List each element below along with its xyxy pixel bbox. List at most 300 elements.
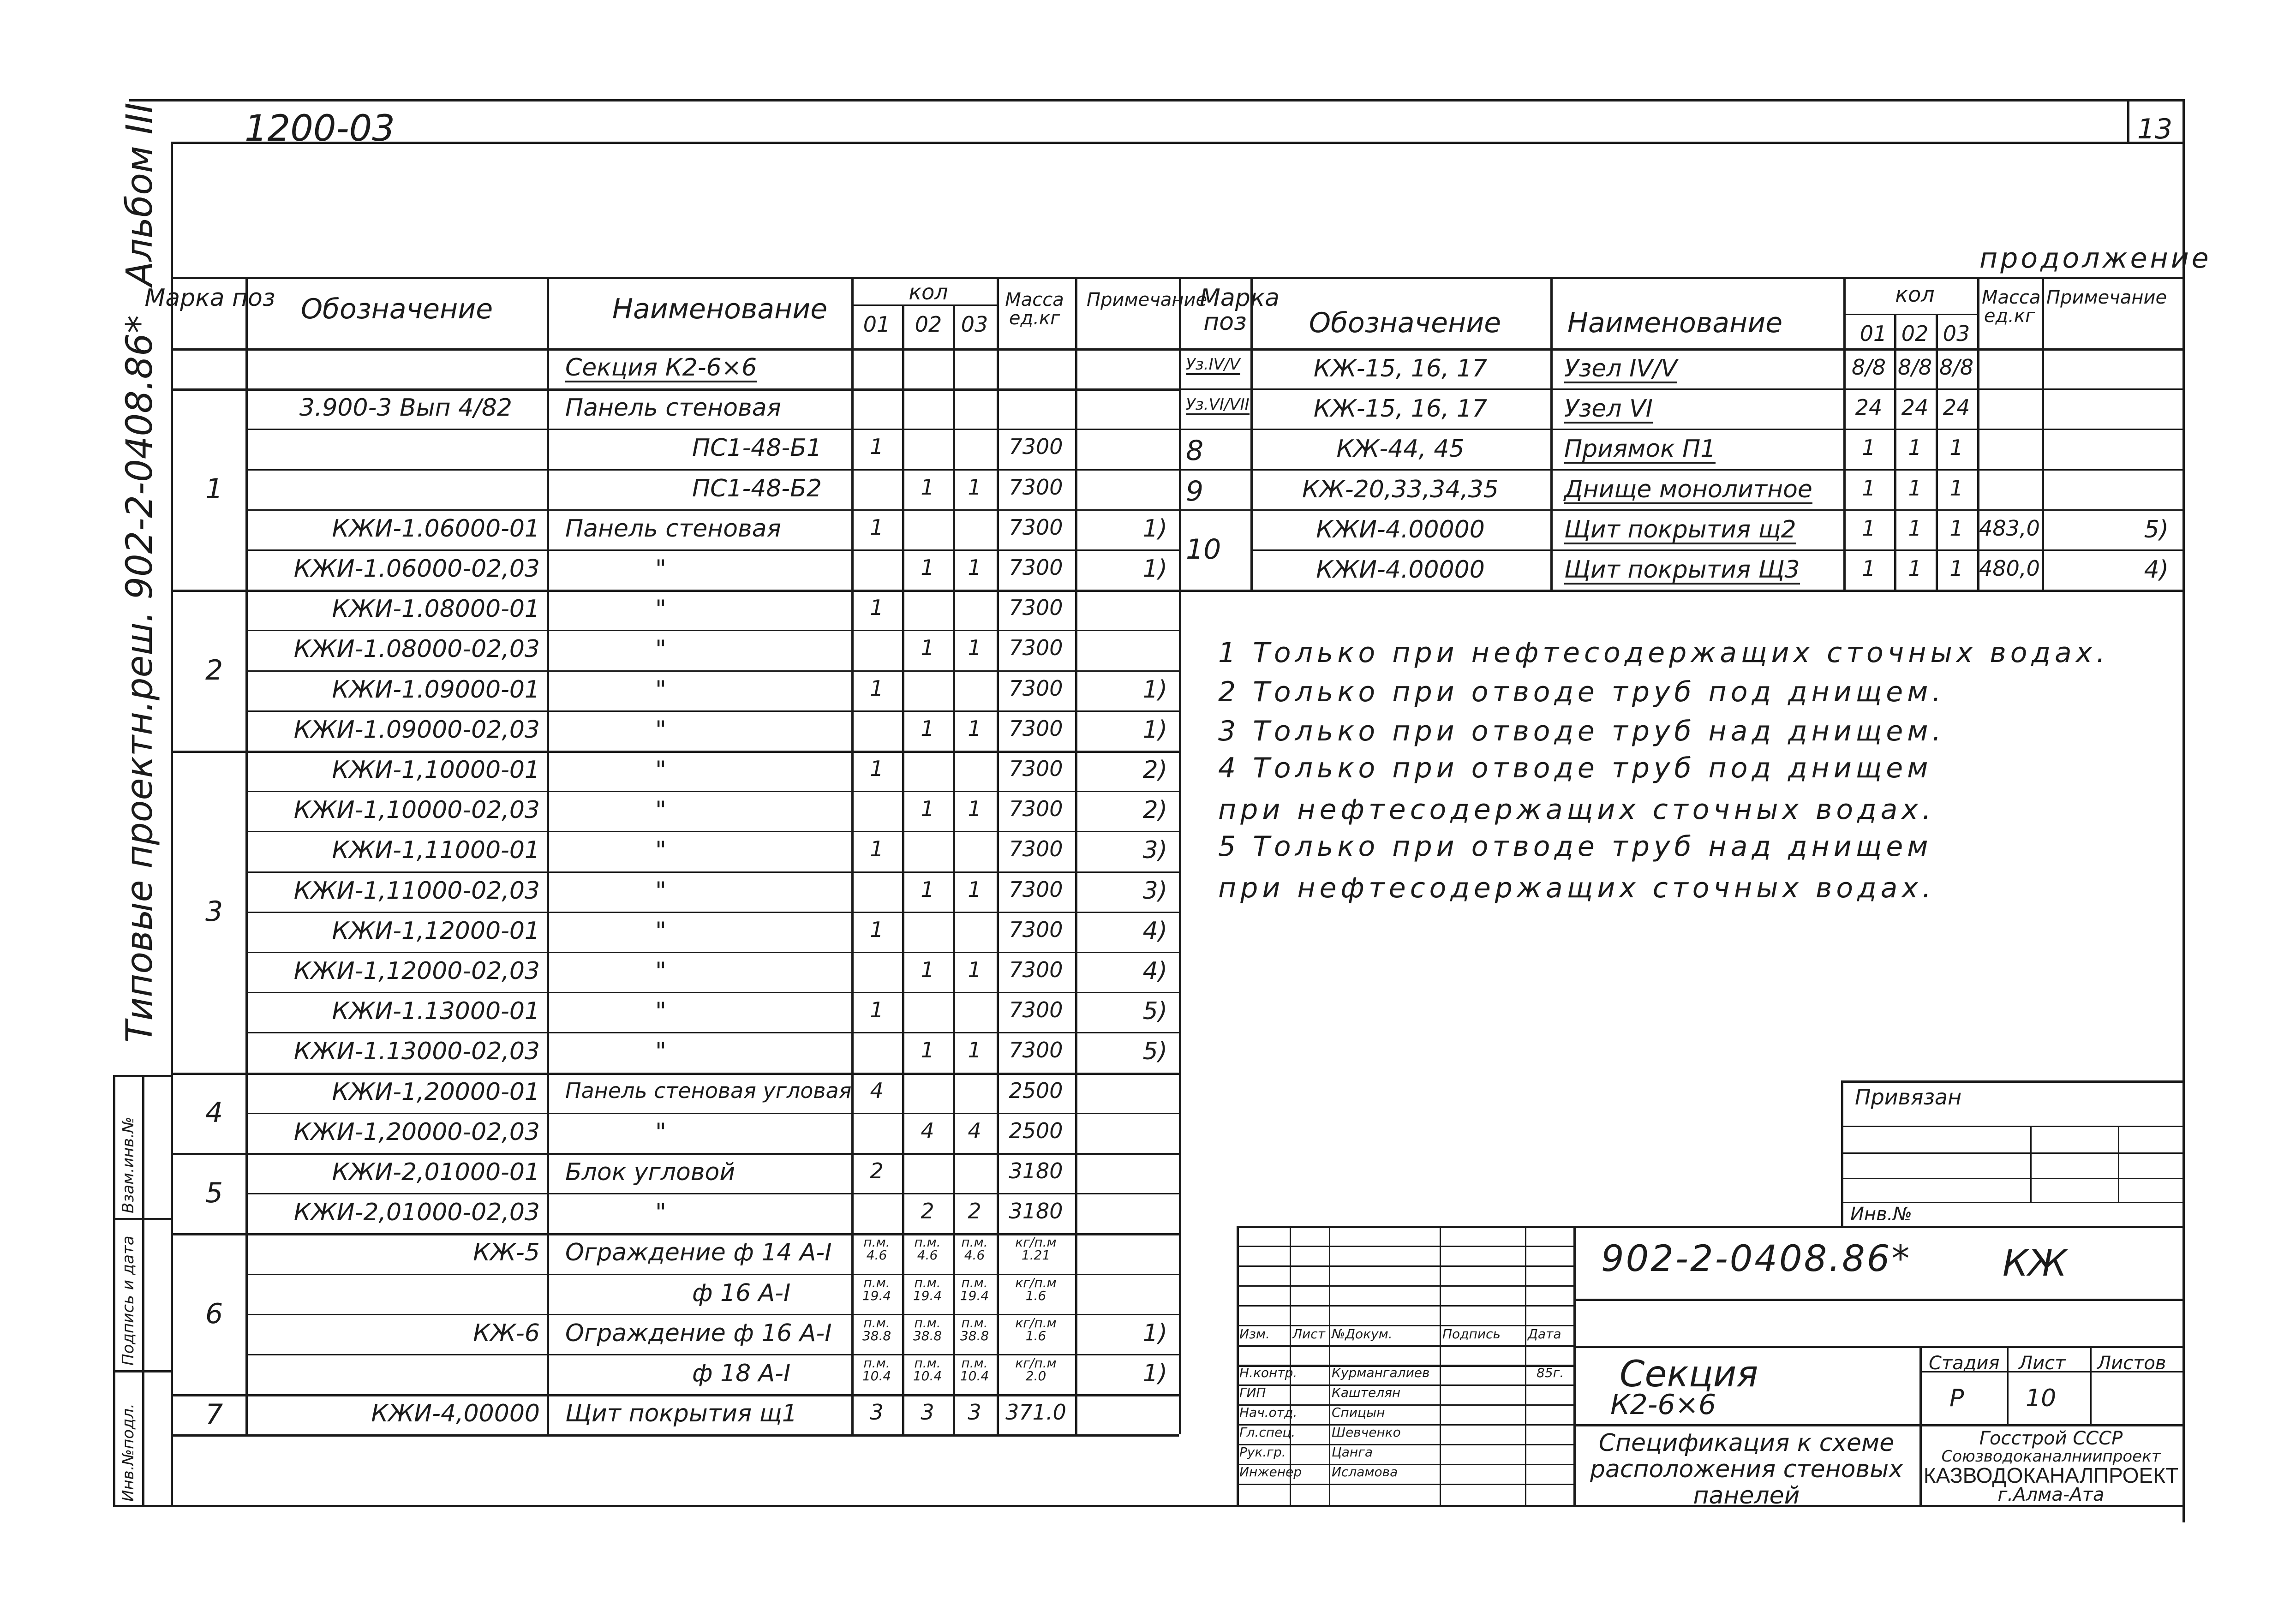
header-name-2: Наименование — [1567, 307, 1783, 339]
header-mark-2: Марка поз — [1200, 284, 1280, 336]
row-qty-2-2: 1 — [1908, 475, 1922, 501]
rule-h — [1237, 1444, 1573, 1445]
rule-h — [171, 590, 1179, 592]
row-mass: кг/п.м 1.6 — [1015, 1275, 1057, 1303]
row-designation: КЖИ-4,00000 — [371, 1400, 540, 1428]
col-header: №Докум. — [1332, 1326, 1393, 1342]
row-mass: кг/п.м 1.21 — [1015, 1235, 1057, 1263]
rule-h — [1179, 469, 2182, 471]
sheet-label: Лист — [2019, 1353, 2066, 1374]
rule-h — [1179, 388, 2182, 390]
row-mass: 7300 — [1009, 514, 1063, 540]
row-mass: 2500 — [1009, 1118, 1063, 1143]
rule-v — [1525, 1226, 1526, 1505]
row-name: " — [655, 917, 666, 945]
col-header: Дата — [1528, 1326, 1561, 1342]
row-designation-2: КЖ-20,33,34,35 — [1302, 475, 1499, 503]
row-qty-3: п.м. 10.4 — [960, 1355, 989, 1384]
bound-label: Привязан — [1855, 1085, 1962, 1110]
project-label: Типовые проектн.реш. 902-2-0408.86* — [119, 315, 161, 1043]
rule-v — [245, 277, 248, 1434]
row-mass: 3180 — [1009, 1199, 1063, 1224]
rule-v — [1179, 277, 1181, 590]
note-line: 1 Только при нефтесодержащих сточных водах. — [1218, 637, 2110, 669]
row-mass: 7300 — [1009, 957, 1063, 982]
person-role: Нач.отд. — [1239, 1405, 1297, 1420]
row-name: Панель стеновая — [565, 514, 781, 543]
header-q3-2: 03 — [1943, 321, 1970, 346]
row-name: " — [655, 675, 666, 704]
rule-h — [1237, 1285, 1573, 1287]
row-designation-2: КЖ-15, 16, 17 — [1313, 395, 1488, 423]
row-note: 3) — [1142, 836, 1167, 865]
row-qty-1: п.м. 4.6 — [863, 1235, 890, 1263]
row-designation: КЖИ-1.06000-02,03 — [293, 555, 540, 583]
row-qty-3: 1 — [968, 1038, 981, 1063]
person-role: ГИП — [1239, 1385, 1266, 1400]
row-mark-2: 8 — [1186, 435, 1204, 467]
row-designation: КЖИ-1.06000-01 — [332, 514, 540, 543]
person-name: Каштелян — [1332, 1385, 1401, 1400]
row-name: Ограждение ф 14 А-I — [565, 1239, 832, 1267]
row-note: 1) — [1142, 555, 1167, 583]
rule-h — [171, 1434, 1179, 1437]
row-name: " — [655, 595, 666, 623]
rule-h — [245, 1113, 1179, 1114]
rule-h — [1237, 1505, 1573, 1506]
header-designation: Обозначение — [300, 293, 493, 325]
stage-label: Стадия — [1929, 1353, 2000, 1374]
row-note: 1) — [1142, 1360, 1167, 1387]
rule-h — [245, 710, 1179, 712]
person-role: Гл.спец. — [1239, 1425, 1296, 1440]
row-designation: КЖИ-1,10000-01 — [332, 756, 540, 784]
row-designation: КЖИ-1.08000-02,03 — [293, 635, 540, 663]
row-designation: КЖИ-1,10000-02,03 — [293, 796, 540, 824]
rule-v — [1550, 277, 1553, 590]
row-qty-2: 1 — [921, 796, 934, 822]
row-designation: КЖИ-1.09000-01 — [332, 675, 540, 704]
row-qty-2-1: 1 — [1862, 475, 1876, 501]
row-qty-1: 2 — [870, 1158, 884, 1183]
person-role: Инженер — [1239, 1464, 1302, 1480]
row-name: Панель стеновая угловая — [565, 1078, 852, 1103]
person-name: Шевченко — [1332, 1425, 1401, 1440]
rule-h — [245, 429, 1179, 430]
row-qty-1: 1 — [870, 836, 884, 862]
row-qty-3: 2 — [968, 1199, 981, 1224]
row-mass: 7300 — [1009, 635, 1063, 661]
row-designation: КЖИ-2,01000-02,03 — [293, 1199, 540, 1227]
row-qty-3: п.м. 19.4 — [960, 1275, 989, 1303]
row-note: 5) — [1142, 1038, 1167, 1066]
person-name: Исламова — [1332, 1464, 1398, 1480]
row-mark: 6 — [205, 1297, 223, 1330]
row-qty-1: 1 — [870, 756, 884, 781]
row-qty-3: 1 — [968, 635, 981, 661]
rule-h — [245, 831, 1179, 832]
row-designation: КЖИ-1,20000-01 — [332, 1078, 540, 1106]
rule-v — [1936, 314, 1938, 590]
row-qty-2-2: 1 — [1908, 556, 1922, 581]
row-mark: 7 — [205, 1398, 223, 1431]
row-name: Блок угловой — [565, 1158, 735, 1186]
row-designation: КЖ-5 — [473, 1239, 540, 1267]
rule-h — [245, 509, 1179, 511]
row-qty-2: 3 — [921, 1400, 934, 1425]
row-name: ф 16 А-I — [692, 1279, 791, 1307]
row-designation: КЖИ-2,01000-01 — [332, 1158, 540, 1186]
row-mass: 7300 — [1009, 796, 1063, 822]
row-name: Ограждение ф 16 А-I — [565, 1319, 832, 1347]
header-q3: 03 — [961, 312, 988, 337]
row-designation: КЖИ-1,11000-02,03 — [293, 877, 540, 905]
rule-v — [1843, 277, 1846, 590]
row-qty-2-1: 1 — [1862, 435, 1876, 460]
row-name: Щит покрытия щ1 — [565, 1400, 797, 1428]
header-note: Примечание — [1087, 289, 1208, 310]
rule-h — [171, 348, 1179, 351]
row-mass: 3180 — [1009, 1158, 1063, 1183]
row-qty-2-2: 24 — [1901, 395, 1929, 420]
row-name-2: Узел VI — [1564, 395, 1653, 423]
row-name: " — [655, 836, 666, 865]
rule-h — [1843, 314, 1977, 315]
row-name: " — [655, 555, 666, 583]
rule-h — [1250, 549, 2182, 551]
rule-h — [245, 630, 1179, 631]
header-q2-2: 02 — [1901, 321, 1929, 346]
row-mass: 7300 — [1009, 836, 1063, 862]
rule-v — [1440, 1226, 1441, 1505]
rule-h — [245, 952, 1179, 953]
org-2: Союзводоканалниипроект — [1941, 1447, 2161, 1466]
rule-v — [171, 277, 173, 1434]
row-mark-2: Уз.VI/VII — [1186, 397, 1250, 415]
row-designation: 3.900-3 Вып 4/82 — [299, 394, 512, 422]
row-mass: 371.0 — [1005, 1400, 1066, 1425]
rule-h — [245, 1193, 1179, 1194]
row-name: " — [655, 957, 666, 985]
row-qty-2-2: 1 — [1908, 515, 1922, 541]
row-qty-2: 1 — [921, 957, 934, 982]
row-qty-3: 1 — [968, 877, 981, 902]
row-designation-2: КЖИ-4.00000 — [1316, 515, 1485, 543]
row-mark-2: 10 — [1186, 533, 1221, 566]
row-mark-2: Уз.IV/V — [1186, 357, 1240, 375]
row-qty-2-1: 8/8 — [1851, 355, 1886, 380]
row-qty-2: 4 — [921, 1118, 934, 1143]
row-mark: 2 — [205, 654, 223, 686]
row-qty-3: 1 — [968, 796, 981, 822]
person-name: Спицын — [1332, 1405, 1385, 1420]
row-name: Панель стеновая — [565, 394, 781, 422]
rule-v — [1329, 1226, 1330, 1505]
rule-h — [1237, 1384, 1573, 1386]
row-designation: КЖИ-1.08000-01 — [332, 595, 540, 623]
row-qty-2: 1 — [921, 635, 934, 661]
row-mark: 4 — [205, 1096, 223, 1129]
row-qty-1: 1 — [870, 595, 884, 621]
row-qty-1: 1 — [870, 675, 884, 701]
continuation-label: продолжение — [1979, 242, 2212, 274]
row-qty-2: 1 — [921, 474, 934, 500]
row-qty-1: п.м. 10.4 — [862, 1355, 891, 1384]
row-designation-2: КЖИ-4.00000 — [1316, 556, 1485, 584]
row-qty-2: п.м. 10.4 — [913, 1355, 942, 1384]
row-qty-1: 1 — [870, 434, 884, 459]
sheets-label: Листов — [2097, 1353, 2166, 1374]
person-name: Цанга — [1332, 1444, 1373, 1460]
row-mass: 7300 — [1009, 474, 1063, 500]
bound-inv: Инв.№ — [1850, 1204, 1912, 1225]
date-note: 85г. — [1537, 1365, 1564, 1380]
row-note: 1) — [1142, 716, 1167, 744]
row-mass-2: 480,0 — [1979, 556, 2040, 581]
rule-h — [171, 751, 1179, 753]
rule-h — [245, 791, 1179, 792]
row-mass: 7300 — [1009, 675, 1063, 701]
row-note: 5) — [1142, 997, 1167, 1026]
note-line: 5 Только при отводе труб над днищем — [1218, 830, 1932, 863]
row-name: " — [655, 796, 666, 824]
row-name: ф 18 А-I — [692, 1360, 791, 1387]
rule-h — [245, 912, 1179, 913]
header-mass-2: Масса ед.кг — [1982, 287, 2041, 327]
row-qty-2-3: 1 — [1949, 435, 1963, 460]
row-name: " — [655, 877, 666, 905]
header-mass: Масса ед.кг — [1005, 289, 1064, 329]
col-header: Подпись — [1442, 1326, 1501, 1342]
row-name: " — [655, 1118, 666, 1146]
rule-v — [1573, 1226, 1575, 1505]
row-mass: кг/п.м 2.0 — [1015, 1355, 1057, 1384]
row-designation: КЖИ-1.09000-02,03 — [293, 716, 540, 744]
row-qty-2: 2 — [921, 1199, 934, 1224]
row-designation: КЖИ-1,11000-01 — [332, 836, 540, 865]
rule-h — [245, 871, 1179, 873]
row-note: 1) — [1142, 1319, 1167, 1347]
rule-h — [245, 469, 1179, 471]
row-qty-3: п.м. 38.8 — [960, 1315, 989, 1343]
row-qty-2-1: 24 — [1855, 395, 1883, 420]
row-mark: 5 — [205, 1177, 223, 1210]
rule-h — [171, 388, 1179, 391]
row-qty-2: п.м. 38.8 — [913, 1315, 942, 1343]
row-qty-2: 1 — [921, 716, 934, 741]
archive-code: 1200-03 — [245, 108, 395, 149]
row-qty-1: п.м. 19.4 — [862, 1275, 891, 1303]
row-name-2: Приямок П1 — [1564, 435, 1716, 463]
row-name: " — [655, 1038, 666, 1066]
row-mass: 7300 — [1009, 877, 1063, 902]
row-qty-1: 1 — [870, 514, 884, 540]
rule-h — [1237, 1345, 1573, 1347]
row-qty-2-2: 1 — [1908, 435, 1922, 460]
row-name: Секция К2-6×6 — [565, 354, 757, 382]
row-qty-3: 1 — [968, 957, 981, 982]
row-name: ПС1-48-Б1 — [692, 434, 822, 462]
sheet-title: Спецификация к схеме расположения стеновых панелей — [1590, 1429, 1903, 1510]
org-4: г.Алма-Ата — [1997, 1484, 2105, 1505]
row-mark-2: 9 — [1186, 475, 1204, 507]
row-qty-2-3: 8/8 — [1939, 355, 1974, 380]
rule-v — [902, 304, 904, 1434]
row-qty-1: п.м. 38.8 — [862, 1315, 891, 1343]
note-line: при нефтесодержащих сточных водах. — [1218, 794, 1935, 826]
row-mass: кг/п.м 1.6 — [1015, 1315, 1057, 1343]
org-1: Госстрой СССР — [1979, 1428, 2123, 1449]
rule-v — [1250, 277, 1253, 590]
row-note-2: 5) — [2144, 515, 2169, 543]
row-name-2: Щит покрытия щ2 — [1564, 515, 1796, 543]
row-note: 2) — [1142, 756, 1167, 784]
rule-v — [1075, 277, 1077, 1434]
col-header: Лист — [1292, 1326, 1325, 1342]
header-qty-2: кол — [1895, 282, 1935, 307]
rule-h — [1179, 590, 2182, 592]
drawing-title-1: Секция — [1620, 1354, 1758, 1395]
rule-v — [851, 277, 854, 1434]
drawing-title-2: К2-6×6 — [1610, 1389, 1716, 1421]
row-qty-2-2: 8/8 — [1897, 355, 1932, 380]
row-note: 4) — [1142, 917, 1167, 945]
row-qty-3: 1 — [968, 716, 981, 741]
row-qty-2-3: 1 — [1949, 556, 1963, 581]
header-q1-2: 01 — [1860, 321, 1887, 346]
header-q2: 02 — [915, 312, 942, 337]
stage-value: Р — [1949, 1384, 1964, 1412]
rule-h — [171, 1153, 1179, 1155]
row-qty-1: 1 — [870, 997, 884, 1023]
row-qty-2-1: 1 — [1862, 515, 1876, 541]
row-designation-2: КЖ-44, 45 — [1336, 435, 1465, 463]
row-designation: КЖИ-1,12000-01 — [332, 917, 540, 945]
row-qty-2-3: 1 — [1949, 515, 1963, 541]
row-qty-1: 4 — [870, 1078, 884, 1103]
row-mark: 1 — [205, 473, 223, 506]
row-qty-2: п.м. 4.6 — [914, 1235, 941, 1263]
rule-h — [245, 549, 1179, 551]
row-designation: КЖИ-1.13000-02,03 — [293, 1038, 540, 1066]
rule-h — [171, 1073, 1179, 1075]
header-mark: Марка поз — [144, 284, 275, 312]
rule-h — [851, 304, 997, 306]
row-qty-2: 1 — [921, 1038, 934, 1063]
header-qty: кол — [909, 280, 948, 304]
rule-h — [245, 1032, 1179, 1033]
rule-v — [997, 277, 999, 1434]
doc-code: КЖ — [2003, 1243, 2067, 1284]
rule-v — [2182, 277, 2185, 590]
row-qty-2-3: 1 — [1949, 475, 1963, 501]
rule-h — [1179, 348, 2182, 351]
row-note-2: 4) — [2144, 556, 2169, 584]
row-qty-3: 1 — [968, 474, 981, 500]
row-note: 2) — [1142, 796, 1167, 824]
row-name: " — [655, 635, 666, 663]
row-qty-1: 1 — [870, 917, 884, 942]
row-name-2: Днище монолитное — [1564, 475, 1812, 503]
note-line: 3 Только при отводе труб над днищем. — [1218, 715, 1945, 747]
rule-h — [245, 992, 1179, 993]
rule-h — [1237, 1265, 1573, 1267]
row-designation: КЖИ-1,20000-02,03 — [293, 1118, 540, 1146]
rule-v — [1237, 1226, 1238, 1505]
person-role: Рук.гр. — [1239, 1444, 1286, 1460]
rule-h — [1237, 1246, 1573, 1247]
row-mass: 7300 — [1009, 434, 1063, 459]
rule-h — [1237, 1305, 1573, 1307]
row-designation-2: КЖ-15, 16, 17 — [1313, 355, 1488, 382]
rule-h — [171, 1394, 1179, 1396]
rule-v — [953, 304, 955, 1434]
row-qty-2-3: 24 — [1943, 395, 1970, 420]
doc-number: 902-2-0408.86* — [1601, 1238, 1912, 1280]
rule-h — [1237, 1325, 1573, 1326]
header-note-2: Примечание — [2046, 287, 2167, 308]
stamp-inv-podl: Инв.№подл. — [119, 1403, 138, 1502]
row-qty-3: 1 — [968, 555, 981, 580]
row-mass: 7300 — [1009, 756, 1063, 781]
row-name-2: Щит покрытия Щ3 — [1564, 556, 1800, 584]
person-role: Н.контр. — [1239, 1365, 1297, 1380]
note-line: 2 Только при отводе труб под днищем. — [1218, 676, 1945, 708]
row-name: " — [655, 1199, 666, 1227]
row-qty-3: 3 — [968, 1400, 981, 1425]
album-label: Альбом III — [119, 102, 161, 286]
row-mark: 3 — [205, 895, 223, 928]
header-q1: 01 — [863, 312, 891, 337]
row-mass-2: 483,0 — [1979, 515, 2040, 541]
note-line: 4 Только при отводе труб под днищем — [1218, 752, 1932, 784]
row-mass: 7300 — [1009, 555, 1063, 580]
note-line: при нефтесодержащих сточных водах. — [1218, 872, 1935, 904]
row-mass: 7300 — [1009, 1038, 1063, 1063]
rule-h — [1179, 509, 2182, 511]
row-mass: 7300 — [1009, 716, 1063, 741]
rule-h — [1237, 1226, 1573, 1228]
rule-h — [1237, 1484, 1573, 1485]
row-mass: 7300 — [1009, 595, 1063, 621]
rule-h — [245, 670, 1179, 672]
rule-h — [171, 277, 1179, 279]
row-name: " — [655, 997, 666, 1026]
rule-v — [2042, 277, 2044, 590]
rule-v — [547, 277, 549, 1434]
sheet-value: 10 — [2026, 1384, 2057, 1412]
row-qty-3: 4 — [968, 1118, 981, 1143]
stamp-signature: Подпись и дата — [119, 1235, 138, 1366]
row-note: 4) — [1142, 957, 1167, 985]
rule-v — [1977, 277, 1979, 590]
row-name: ПС1-48-Б2 — [692, 474, 822, 502]
row-note: 1) — [1142, 675, 1167, 704]
stamp-vzam: Взам.инв.№ — [119, 1116, 138, 1213]
row-name: " — [655, 716, 666, 744]
rule-v — [1894, 314, 1896, 590]
row-qty-3: п.м. 4.6 — [961, 1235, 988, 1263]
row-designation: КЖИ-1.13000-01 — [332, 997, 540, 1026]
row-qty-1: 3 — [870, 1400, 884, 1425]
row-note: 3) — [1142, 877, 1167, 905]
row-designation: КЖ-6 — [473, 1319, 540, 1347]
person-name: Курмангалиев — [1332, 1365, 1430, 1380]
header-name: Наименование — [612, 293, 828, 325]
header-designation-2: Обозначение — [1309, 307, 1501, 339]
row-name-2: Узел IV/V — [1564, 355, 1678, 382]
row-qty-2: п.м. 19.4 — [913, 1275, 942, 1303]
